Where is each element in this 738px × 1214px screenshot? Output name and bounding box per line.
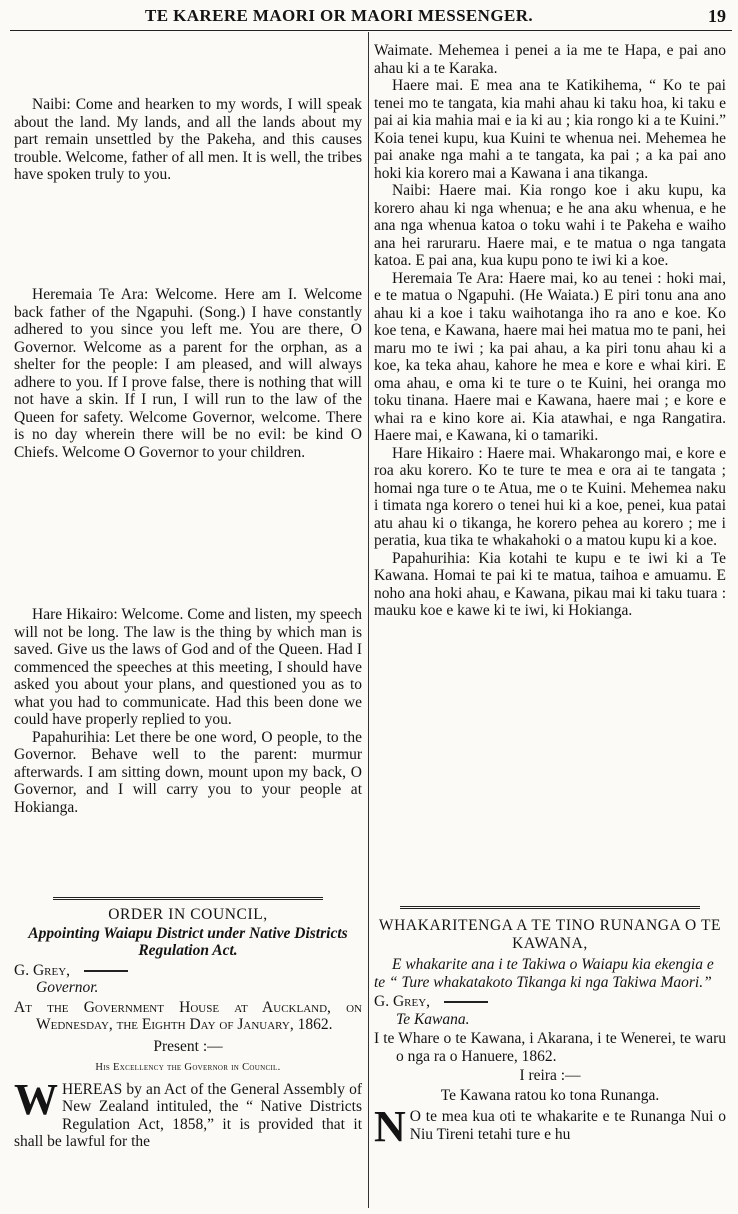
naibi-english-paragraph [14, 96, 362, 184]
maori-column-upper [374, 42, 726, 620]
reira-line: I reira :— [519, 1067, 581, 1084]
signature-rule-maori [444, 1001, 488, 1003]
at-government-house: At the Government House at Auckland, on Wednesday, the Eighth Day of January, 1862. [14, 998, 362, 1033]
his-excellency-line: His Excellency the Governor in Council. [95, 1062, 281, 1073]
dropcap-n: N [374, 1102, 406, 1151]
page-header [0, 4, 738, 30]
hare-maori-text: Hare Hikairo : Haere mai. Whakarongo mai, e kore e roa aku korero. Ko te ture te mea e ora ai te tangata ; homai nga ture o te Atua, me o te Kuini. Mehemea naku i timata nga korero o tenei hui ki a koe, penei, kua patai atu ahau ki o tikanga, he korero pehea au korero ; me i peratia, kua tika te whakahoki o a matou kupu ki a koe. [374, 444, 726, 549]
signature-title-maori: Te Kawana. [396, 1010, 470, 1028]
order-subheading: Appointing Waiapu District under Native Districts Regulation Act. [28, 924, 348, 959]
whakaritenga-heading: WHAKARITENGA A TE TINO RUNANGA O TE KAWANA, [378, 917, 722, 952]
maori-continuation: Waimate. Mehemea i penei a ia me te Hapa, e pai ano ahau ki a te Karaka. [374, 42, 726, 77]
heremaia-maori-text: Heremaia Te Ara: Haere mai, ko au tenei : hoki mai, e te matua o Ngapuhi. (He Waiata.) E piri tonu ana ano ahau ki a koe i taku waihotanga iho ra ano e koe. Ko koe tena, e Kawana, haere mai hei matua mo te pani, hei maru mo te iwi ; ka pai ahau, a ka piri tonu ahau ki a koe, ka teka ahau, kahore he mea e kore e whai kiri. E oma ahau, e oma ki te ture o te Kuini, hei oranga mo toku tinana. Haere mai e Kawana, haere mai ; e kore e whai ra e kino kore ai. Kia atawhai, e nga Rangatira. Haere mai, e Kawana, ki o tamariki. [374, 269, 726, 444]
signature-rule [84, 970, 128, 972]
whare-o-te-kawana: I te Whare o te Kawana, i Akarana, i te Wenerei, te waru o nga ra o Hanuere, 1862. [374, 1030, 726, 1065]
order-heading: ORDER IN COUNCIL, [108, 906, 268, 923]
whereas-paragraph [14, 1074, 362, 1151]
papahurihia-maori-text: Papahurihia: Kia kotahi te kupu e te iwi ki a Te Kawana. Homai te pai ki te matua, taihoa e amuamu. E noho ana hoki ahau, e Kawana, pikau mai ki taku tuara : mauku koe e kawe ki te iwi, ki Hokianga. [374, 549, 726, 619]
column-divider [368, 32, 369, 1208]
no-te-mea-paragraph [374, 1102, 726, 1151]
no-te-mea-text: O te mea kua oti te whakarite e te Runanga Nui o Niu Tireni tetahi ture e hu [409, 1108, 726, 1143]
whereas-text: HEREAS by an Act of the General Assembly of New Zealand intituled, the “ Native Districts Regulation Act, 1858,” it is provided that it shall be lawful for the [14, 1080, 362, 1150]
naibi-maori-text: Naibi: Haere mai. Kia rongo koe i aku kupu, ka korero ahau ki nga whenua; e he ana aku whenua, e he ana nga whenua katoa o toku wahi i te Pakeha e waiho ana hei raruraru. Haere mai, e te matua o nga tangata katoa. E pai ana, kua kupu pono te iwi ki a koe. [374, 182, 726, 269]
whakaritenga-subheading: E whakarite ana i te Takiwa o Waiapu kia ekengia e te “ Ture whakatakoto Tikanga ki nga Takiwa Maori.” [374, 956, 714, 991]
signature-title: Governor. [36, 979, 99, 996]
hare-english-text: Hare Hikairo: Welcome. Come and listen, my speech will not be long. The law is the thing by which man is saved. Give us the laws of God and of the Queen. Had I commenced the speeches at this meeting, I should have asked you about your plans, and questioned you as to what you had to communicate. Had this been done we could have properly replied to you. [14, 606, 362, 728]
header-rule [10, 30, 732, 31]
heremaia-english-paragraph [14, 286, 362, 461]
newspaper-title: TE KARERE MAORI OR MAORI MESSENGER. [145, 6, 534, 25]
section-rule [53, 897, 323, 900]
section-rule-maori [400, 906, 700, 909]
dropcap-w: W [14, 1074, 58, 1124]
signature-name-maori: G. Grey, [374, 993, 431, 1010]
order-in-council-maori [374, 906, 726, 1151]
kawana-runanga-line: Te Kawana ratou ko tona Runanga. [440, 1086, 660, 1104]
present-line: Present :— [153, 1037, 223, 1055]
hare-english-paragraph [14, 606, 362, 816]
signature-line-maori [374, 993, 726, 1011]
naibi-english-text: Naibi: Come and hearken to my words, I will speak about the land. My lands, and all the lands about my part remain unsettled by the Pakeha, and this causes trouble. Welcome, father of all men. It is well, the tribes have spoken truly to you. [14, 96, 362, 183]
order-in-council-english [14, 897, 362, 1151]
signature-line [14, 962, 362, 980]
page-number: 19 [708, 6, 726, 26]
maori-haere-mai-text: Haere mai. E mea ana te Katikihema, “ Ko te pai tenei mo te tangata, kia mahi ahau ki taku hoa, ki taku e pai ai kia mahia mai e ia ki au ; kia rongo ki a te Kuini.” Koia tenei kupu, kua Kuini te whenua nei. Mehemea he pai anake nga mahi a te tangata, ka pai ; a ka pai ano hoki kia korero mai a Kawana i ana tikanga. [374, 77, 726, 182]
heremaia-english-text: Heremaia Te Ara: Welcome. Here am I. Welcome back father of the Ngapuhi. (Song.) I have constantly adhered to you since you left me. You are there, O Governor. Welcome as a parent for the orphan, as a shelter for the people: I am pleased, and will always adhere to you. If I prove false, there is nothing that will not have a skin. If I run, I will run to the law of the Queen for safety. Welcome Governor, welcome. There is no day wherein there will be no evil: be kind O Chiefs. Welcome O Governor to your children. [14, 286, 362, 461]
signature-name: G. Grey, [14, 961, 71, 979]
papahurihia-english-text: Papahurihia: Let there be one word, O people, to the Governor. Behave well to the parent: murmur afterwards. I am sitting down, mount upon my back, O Governor, and I will carry you to your people at Hokianga. [14, 728, 362, 816]
